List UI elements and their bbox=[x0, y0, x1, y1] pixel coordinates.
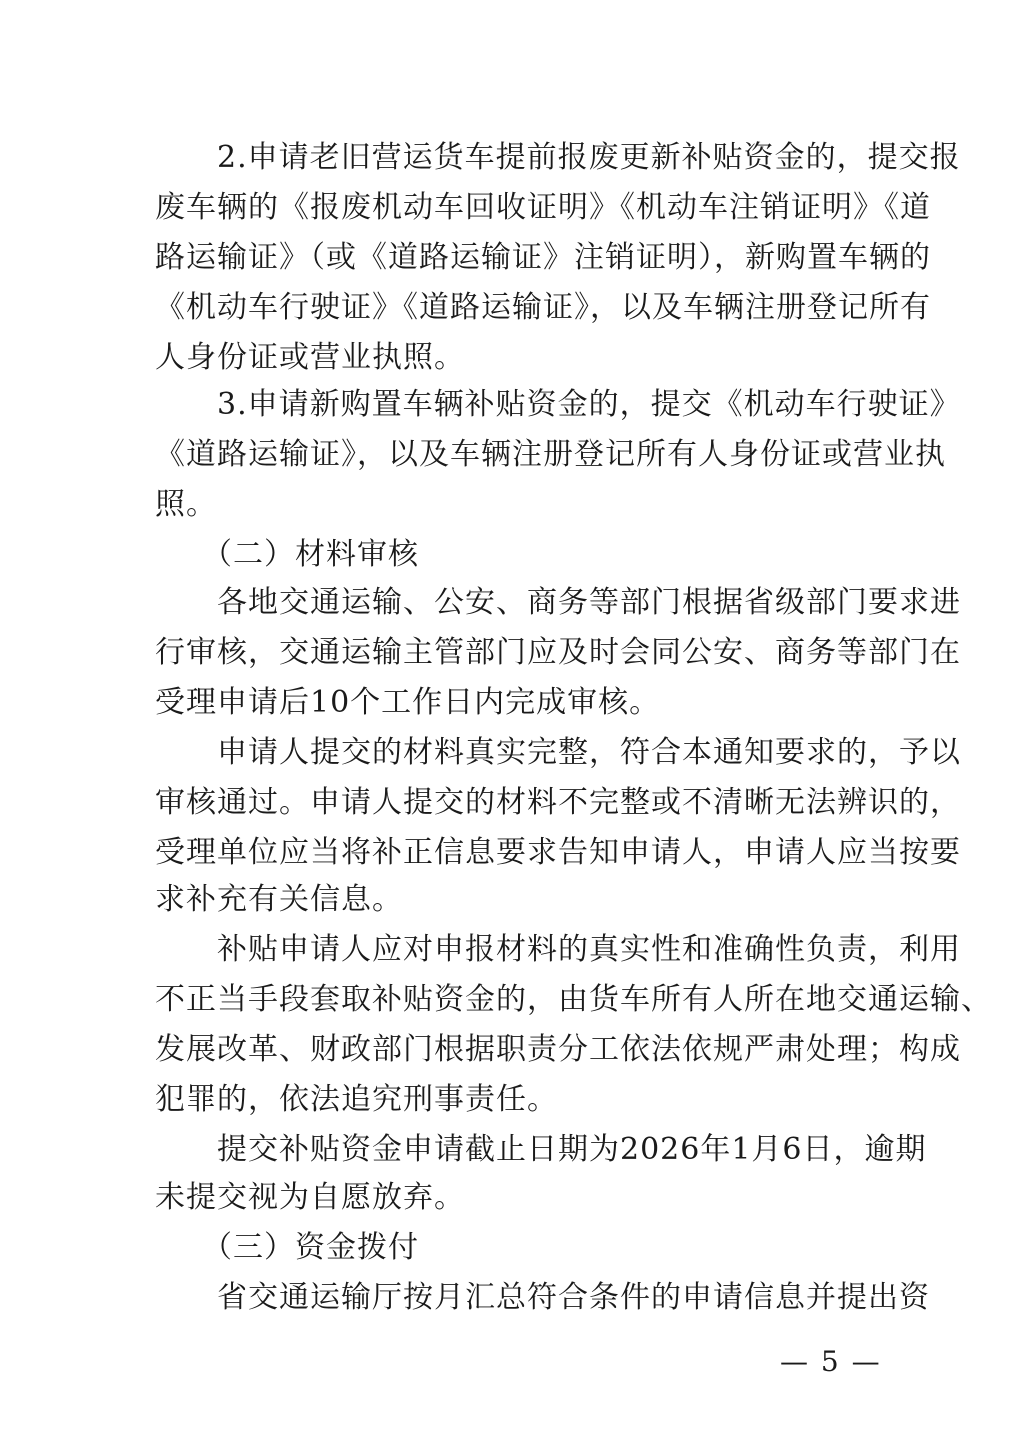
text-line: 审核通过。申请人提交的材料不完整或不清晰无法辨识的， bbox=[155, 785, 961, 820]
text-line: 行审核，交通运输主管部门应及时会同公安、商务等部门在 bbox=[155, 635, 961, 670]
section-heading: （二）材料审核 bbox=[155, 537, 419, 572]
section-heading: （三）资金拨付 bbox=[155, 1230, 419, 1265]
text-line: 犯罪的，依法追究刑事责任。 bbox=[155, 1082, 558, 1117]
text-line: 补贴申请人应对申报材料的真实性和准确性负责，利用 bbox=[155, 932, 961, 967]
text-line: 3.申请新购置车辆补贴资金的，提交《机动车行驶证》 bbox=[155, 387, 961, 422]
text-line: 受理单位应当将补正信息要求告知申请人，申请人应当按要 bbox=[155, 835, 961, 870]
text-line: 《机动车行驶证》《道路运输证》，以及车辆注册登记所有 bbox=[155, 290, 931, 325]
text-line: 《道路运输证》，以及车辆注册登记所有人身份证或营业执 bbox=[155, 437, 946, 472]
text-line: 省交通运输厅按月汇总符合条件的申请信息并提出资 bbox=[155, 1280, 930, 1315]
text-line: 申请人提交的材料真实完整，符合本通知要求的，予以 bbox=[155, 735, 961, 770]
text-line: 2.申请老旧营运货车提前报废更新补贴资金的，提交报 bbox=[155, 140, 961, 175]
text-line: 发展改革、财政部门根据职责分工依法依规严肃处理；构成 bbox=[155, 1032, 961, 1067]
text-line: 废车辆的《报废机动车回收证明》《机动车注销证明》《道 bbox=[155, 190, 931, 225]
text-line: 受理申请后10个工作日内完成审核。 bbox=[155, 685, 661, 720]
text-line: 路运输证》（或《道路运输证》注销证明），新购置车辆的 bbox=[155, 240, 931, 275]
text-line: 求补充有关信息。 bbox=[155, 882, 403, 917]
text-line: 照。 bbox=[155, 487, 217, 522]
text-line: 不正当手段套取补贴资金的，由货车所有人所在地交通运输、 bbox=[155, 982, 992, 1017]
page-number: — 5 — bbox=[780, 1345, 882, 1378]
text-line: 未提交视为自愿放弃。 bbox=[155, 1180, 465, 1215]
text-line: 各地交通运输、公安、商务等部门根据省级部门要求进 bbox=[155, 585, 961, 620]
text-line: 人身份证或营业执照。 bbox=[155, 340, 465, 375]
text-line: 提交补贴资金申请截止日期为2026年1月6日，逾期 bbox=[155, 1132, 927, 1167]
